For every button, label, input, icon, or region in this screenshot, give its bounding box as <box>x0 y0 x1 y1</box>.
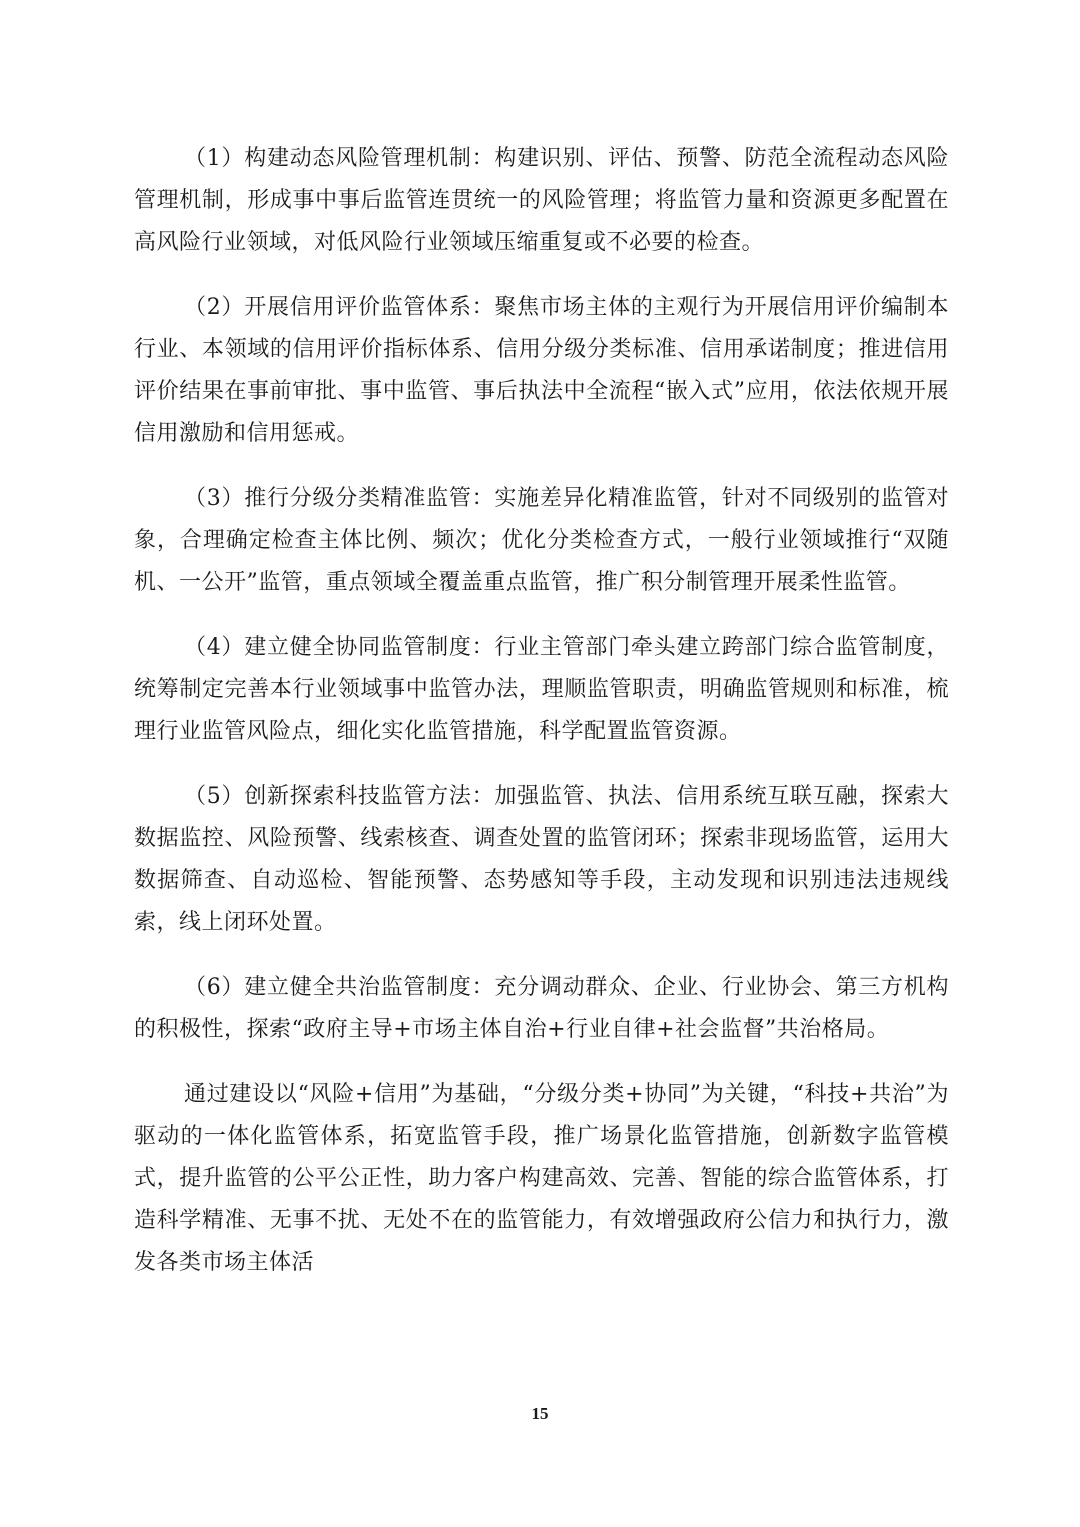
item-text: 实施差异化精准监管，针对不同级别的监管对象，合理确定检查主体比例、频次；优化分类检查方式，一般行业领域推行“双随机、一公开”监管，重点领域全覆盖重点监管，推广积分制管理开展柔性监管。 <box>134 486 949 595</box>
paragraph-6 <box>134 967 949 1051</box>
document-body <box>134 138 949 1284</box>
paragraph-4 <box>134 627 949 753</box>
item-text: 聚焦市场主体的主观行为开展信用评价编制本行业、本领域的信用评价指标体系、信用分级分类标准、信用承诺制度；推进信用评价结果在事前审批、事中监管、事后执法中全流程“嵌入式”应用，依法依规开展信用激励和信用惩戒。 <box>134 295 949 446</box>
item-text: 充分调动群众、企业、行业协会、第三方机构的积极性，探索“政府主导+市场主体自治+行业自律+社会监督”共治格局。 <box>134 975 949 1042</box>
summary-indent <box>134 1082 184 1107</box>
item-number: （1） <box>184 146 245 171</box>
item-heading: 建立健全共治监管制度： <box>244 975 495 1000</box>
item-number: （5） <box>184 784 245 809</box>
item-heading: 开展信用评价监管体系： <box>244 295 495 320</box>
item-number: （2） <box>184 295 245 320</box>
item-heading: 创新探索科技监管方法： <box>244 784 495 809</box>
item-heading: 构建动态风险管理机制： <box>244 146 495 171</box>
paragraph-1 <box>134 138 949 264</box>
item-number: （3） <box>184 486 245 511</box>
paragraph-5 <box>134 776 949 944</box>
item-number: （4） <box>184 635 245 660</box>
item-text: 构建识别、评估、预警、防范全流程动态风险管理机制，形成事中事后监管连贯统一的风险管理；将监管力量和资源更多配置在高风险行业领域，对低风险行业领域压缩重复或不必要的检查。 <box>134 146 949 255</box>
item-text: 加强监管、执法、信用系统互联互融，探索大数据监控、风险预警、线索核查、调查处置的监管闭环；探索非现场监管，运用大数据筛查、自动巡检、智能预警、态势感知等手段，主动发现和识别违法违规线索，线上闭环处置。 <box>134 784 949 935</box>
item-number: （6） <box>184 975 245 1000</box>
item-heading: 建立健全协同监管制度： <box>244 635 495 660</box>
summary-text: 通过建设以“风险+信用”为基础，“分级分类+协同”为关键，“科技+共治”为驱动的一体化监管体系，拓宽监管手段，推广场景化监管措施，创新数字监管模式，提升监管的公平公正性，助力客户构建高效、完善、智能的综合监管体系，打造科学精准、无事不扰、无处不在的监管能力，有效增强政府公信力和执行力，激发各类市场主体活 <box>134 1082 949 1275</box>
summary-paragraph <box>134 1074 949 1284</box>
paragraph-3 <box>134 478 949 604</box>
item-heading: 推行分级分类精准监管： <box>244 486 495 511</box>
item-text: 行业主管部门牵头建立跨部门综合监管制度，统筹制定完善本行业领域事中监管办法，理顺监管职责，明确监管规则和标准，梳理行业监管风险点，细化实化监管措施，科学配置监管资源。 <box>134 635 949 744</box>
page-number: 15 <box>531 1404 549 1423</box>
paragraph-2 <box>134 287 949 455</box>
